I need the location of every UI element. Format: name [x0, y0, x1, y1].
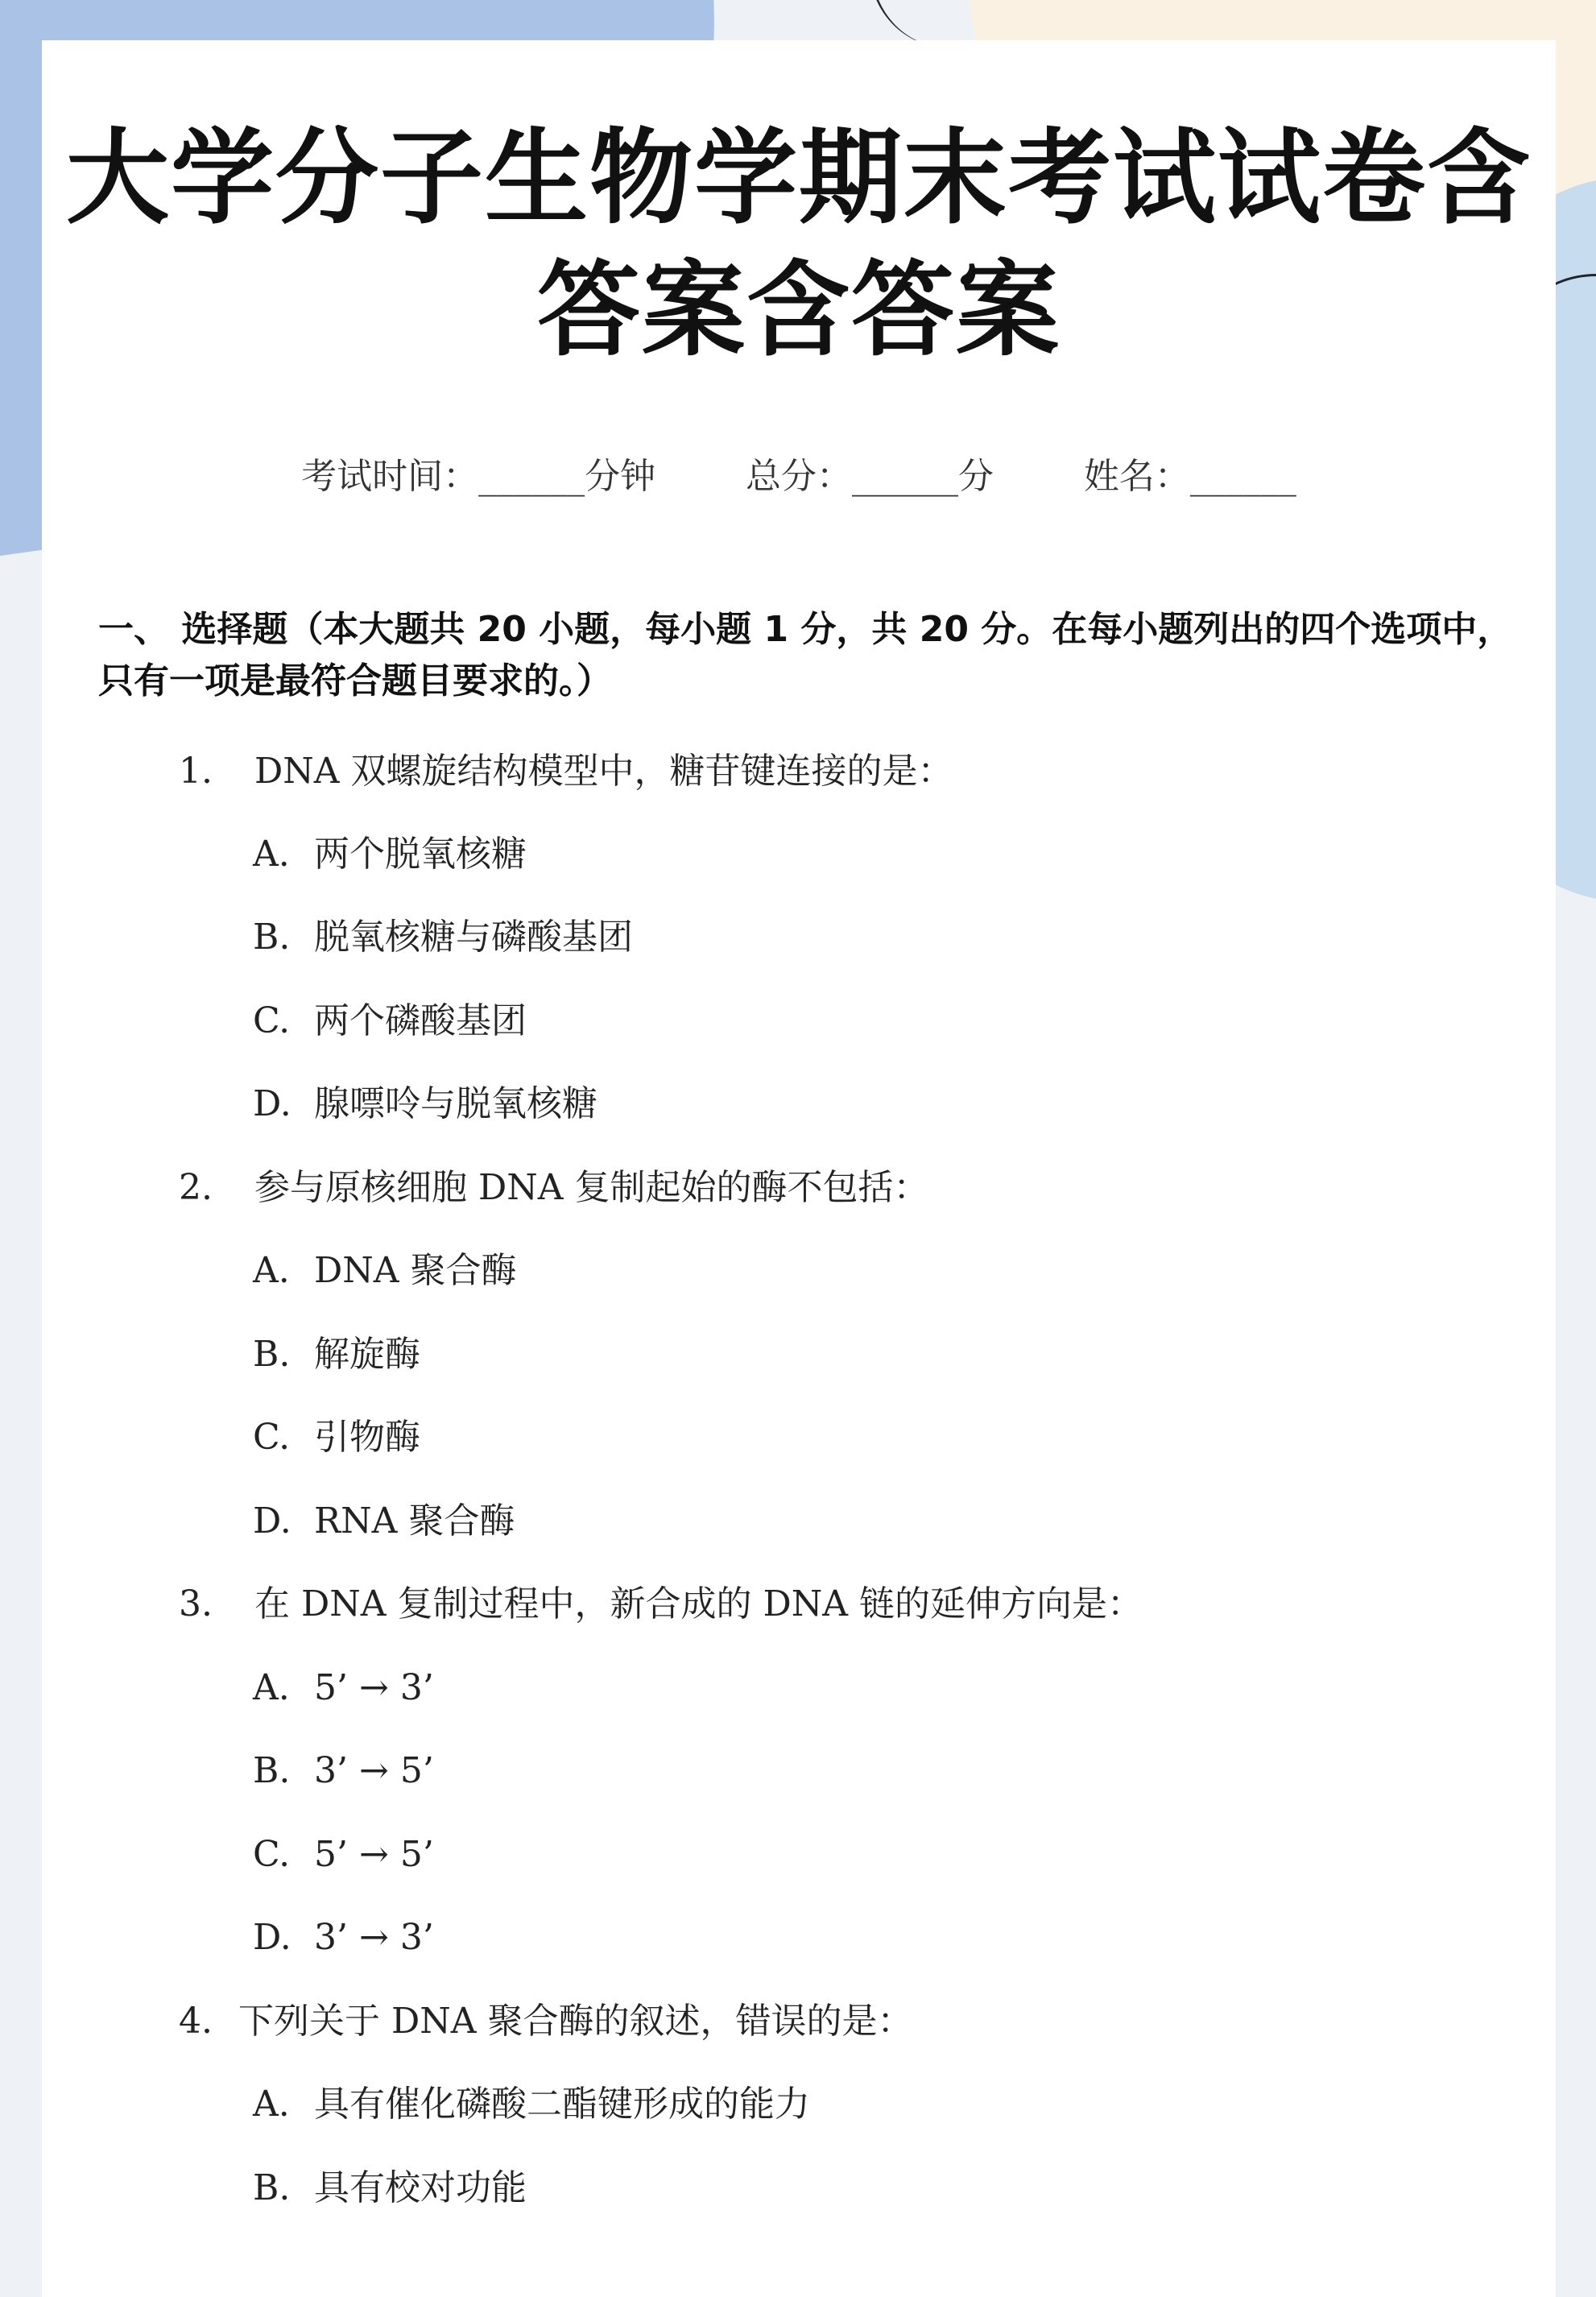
option-text: 3’ → 3’ [314, 1917, 434, 1958]
option-text: RNA 聚合酶 [314, 1500, 515, 1542]
option-1d [253, 1080, 597, 1128]
option-label: C. [253, 1834, 291, 1875]
option-label: C. [253, 1417, 291, 1458]
score-blank: ______ [852, 456, 958, 497]
option-text: 5’ → 5’ [314, 1834, 434, 1875]
question-1 [179, 747, 953, 796]
score-unit: 分 [958, 456, 994, 497]
question-2 [179, 1164, 929, 1212]
option-text: 解旋酶 [314, 1334, 420, 1375]
question-text: DNA 双螺旋结构模型中，糖苷键连接的是： [254, 751, 953, 792]
question-text: 下列关于 DNA 聚合酶的叙述，错误的是： [238, 2001, 913, 2042]
option-text: 5’ → 3’ [314, 1667, 434, 1708]
option-3c [253, 1831, 434, 1879]
option-label: A. [253, 834, 290, 875]
question-text: 参与原核细胞 DNA 复制起始的酶不包括： [254, 1167, 929, 1208]
option-1a [253, 830, 527, 879]
option-text: 引物酶 [314, 1417, 420, 1458]
option-2c [253, 1413, 420, 1462]
option-4a [253, 2080, 810, 2129]
option-label: B. [253, 1750, 291, 1791]
question-text: 在 DNA 复制过程中，新合成的 DNA 链的延伸方向是： [254, 1583, 1143, 1624]
question-number: 2. [179, 1167, 213, 1208]
option-2a [253, 1247, 517, 1295]
option-3b [253, 1747, 434, 1795]
question-4 [179, 1997, 913, 2046]
question-3 [179, 1580, 1143, 1629]
option-label: D. [253, 1500, 291, 1542]
option-1b [253, 913, 633, 962]
option-label: D. [253, 1917, 291, 1958]
option-text: 脱氧核糖与磷酸基团 [314, 917, 633, 958]
name-label: 姓名： [1083, 456, 1190, 497]
option-1c [253, 997, 527, 1045]
option-4b [253, 2164, 527, 2212]
option-label: A. [253, 2084, 290, 2125]
option-text: 具有校对功能 [314, 2167, 527, 2208]
option-text: 两个磷酸基团 [314, 1000, 527, 1041]
option-2b [253, 1331, 420, 1379]
exam-info-line [42, 447, 1556, 499]
option-text: 3’ → 5’ [314, 1750, 434, 1791]
option-3d [253, 1914, 434, 1962]
question-number: 1. [179, 751, 213, 792]
score-label: 总分： [746, 456, 852, 497]
option-text: 两个脱氧核糖 [314, 834, 527, 875]
exam-title: 大学分子生物学期末考试试卷含答案含答案 [65, 118, 1532, 370]
option-3a [253, 1664, 434, 1712]
question-number: 3. [179, 1583, 213, 1624]
option-label: A. [253, 1250, 290, 1291]
time-label: 考试时间： [301, 456, 479, 497]
option-text: DNA 聚合酶 [314, 1250, 517, 1291]
option-text: 具有催化磷酸二酯键形成的能力 [314, 2084, 810, 2125]
option-text: 腺嘌呤与脱氧核糖 [314, 1083, 597, 1124]
option-label: B. [253, 1334, 291, 1375]
time-blank: ______ [478, 456, 585, 497]
option-label: C. [253, 1000, 291, 1041]
section-heading: 一、 选择题（本大题共 20 小题，每小题 1 分，共 20 分。在每小题列出的四个选项中，只有一项是最符合题目要求的。） [98, 609, 1513, 702]
question-number: 4. [179, 2001, 213, 2042]
exam-paper [42, 40, 1556, 2297]
name-blank: ______ [1189, 456, 1296, 497]
option-label: B. [253, 2167, 291, 2208]
time-unit: 分钟 [585, 456, 656, 497]
option-label: A. [253, 1667, 290, 1708]
option-label: B. [253, 917, 291, 958]
option-label: D. [253, 1083, 291, 1124]
option-2d [253, 1497, 515, 1546]
